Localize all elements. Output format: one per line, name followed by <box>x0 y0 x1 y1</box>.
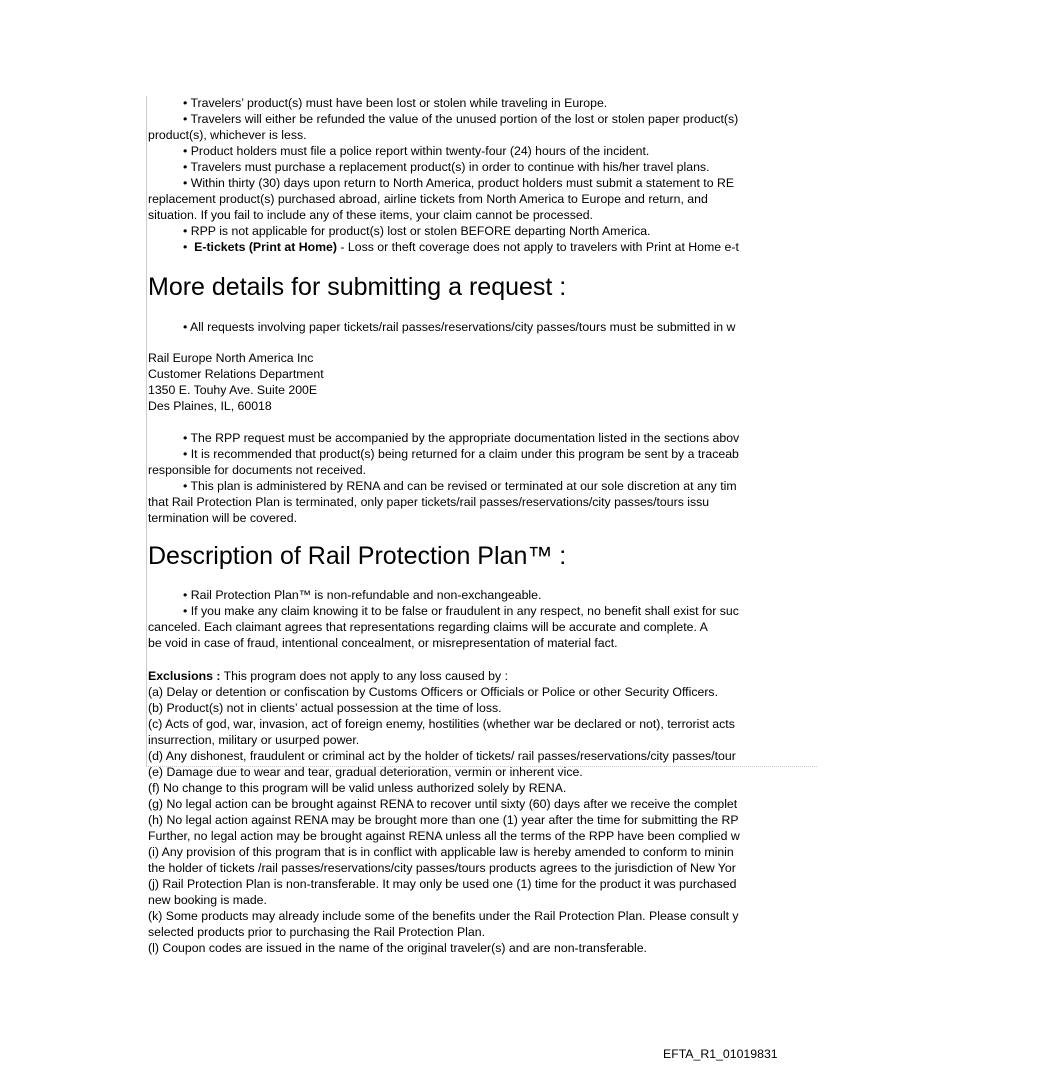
heading-more-details: More details for submitting a request : <box>148 273 567 301</box>
bullet-refund-cont: product(s), whichever is less. <box>148 128 307 142</box>
exclusion-line: (j) Rail Protection Plan is non-transferable. It may only be used one (1) time for the product it was purchased <box>148 877 737 891</box>
bullet-traceable: • It is recommended that product(s) being returned for a claim under this program be sent by a traceab <box>183 447 739 461</box>
bullet-lost-stolen: • Travelers’ product(s) must have been lost or stolen while traveling in Europe. <box>183 96 608 110</box>
address-company: Rail Europe North America Inc <box>148 351 314 365</box>
address-street: 1350 E. Touhy Ave. Suite 200E <box>148 383 318 397</box>
exclusion-line: (i) Any provision of this program that is in conflict with applicable law is hereby amended to conform to minin <box>148 845 734 859</box>
bullet-mark: • <box>183 240 188 254</box>
exclusion-line: selected products prior to purchasing the Rail Protection Plan. <box>148 925 485 939</box>
address-department: Customer Relations Department <box>148 367 324 381</box>
exclusion-line: (a) Delay or detention or confiscation by Customs Officers or Officials or Police or other Security Officers. <box>148 685 718 699</box>
bullet-documentation: • The RPP request must be accompanied by the appropriate documentation listed in the sections abov <box>183 431 740 445</box>
exclusion-line: (d) Any dishonest, fraudulent or criminal act by the holder of tickets/ rail passes/reservations/city passes/tour <box>148 749 736 763</box>
eticket-label: E-tickets (Print at Home) <box>194 240 337 254</box>
exclusions-intro <box>148 669 508 684</box>
exclusion-line: (c) Acts of god, war, invasion, act of foreign enemy, hostilities (whether war be declared or not), terrorist acts <box>148 717 735 731</box>
exclusion-line: (g) No legal action can be brought against RENA to recover until sixty (60) days after we receive the complet <box>148 797 738 811</box>
bullet-requests-writing: • All requests involving paper tickets/rail passes/reservations/city passes/tours must be submitted in w <box>183 320 736 334</box>
exclusion-line: (l) Coupon codes are issued in the name of the original traveler(s) and are non-transferable. <box>148 941 647 955</box>
exclusion-line: (k) Some products may already include some of the benefits under the Rail Protection Plan. Please consult y <box>148 909 739 923</box>
exclusion-line: (f) No change to this program will be valid unless authorized solely by RENA. <box>148 781 567 795</box>
exclusion-line: the holder of tickets /rail passes/reservations/city passes/tours products agrees to the jurisdiction of New Yor <box>148 861 736 875</box>
exclusion-line: insurrection, military or usurped power. <box>148 733 360 747</box>
bullet-traceable-cont: responsible for documents not received. <box>148 463 367 477</box>
bullet-non-refundable: • Rail Protection Plan™ is non-refundable and non-exchangeable. <box>183 588 542 602</box>
exclusion-line: Further, no legal action may be brought against RENA unless all the terms of the RPP have been complied w <box>148 829 740 843</box>
bullet-rpp-not-applicable: • RPP is not applicable for product(s) lost or stolen BEFORE departing North America. <box>183 224 651 238</box>
eticket-text: - Loss or theft coverage does not apply to travelers with Print at Home e-t <box>336 240 739 254</box>
bullet-refund: • Travelers will either be refunded the value of the unused portion of the lost or stolen paper product(s) <box>183 112 739 126</box>
bullet-administered-cont2: termination will be covered. <box>148 511 297 525</box>
bullet-eticket <box>183 240 739 255</box>
exclusion-line: (h) No legal action against RENA may be brought more than one (1) year after the time for submitting the RP <box>148 813 739 827</box>
bullet-fraud: • If you make any claim knowing it to be false or fraudulent in any respect, no benefit shall exist for suc <box>183 604 739 618</box>
bullet-statement-cont: replacement product(s) purchased abroad, airline tickets from North America to Europe and return, and <box>148 192 708 206</box>
document-id-footer: EFTA_R1_01019831 <box>663 1047 778 1061</box>
bullet-administered-cont: that Rail Protection Plan is terminated, only paper tickets/rail passes/reservations/city passes/tours issu <box>148 495 710 509</box>
document-body <box>146 96 817 955</box>
exclusion-line: new booking is made. <box>148 893 267 907</box>
exclusions-label: Exclusions : <box>148 669 221 683</box>
bullet-fraud-cont: canceled. Each claimant agrees that representations regarding claims will be accurate and complete. A <box>148 620 708 634</box>
bullet-administered: • This plan is administered by RENA and can be revised or terminated at our sole discretion at any tim <box>183 479 737 493</box>
exclusion-line: (b) Product(s) not in clients’ actual possession at the time of loss. <box>148 701 502 715</box>
heading-description: Description of Rail Protection Plan™ : <box>148 542 567 570</box>
exclusions-intro-text: This program does not apply to any loss caused by : <box>220 669 508 683</box>
bullet-statement: • Within thirty (30) days upon return to North America, product holders must submit a statement to RE <box>183 176 735 190</box>
address-city: Des Plaines, IL, 60018 <box>148 399 272 413</box>
exclusion-line: (e) Damage due to wear and tear, gradual deterioration, vermin or inherent vice. <box>148 765 583 779</box>
bullet-statement-cont2: situation. If you fail to include any of these items, your claim cannot be processed. <box>148 208 593 222</box>
bullet-replacement: • Travelers must purchase a replacement product(s) in order to continue with his/her travel plans. <box>183 160 710 174</box>
bullet-fraud-cont2: be void in case of fraud, intentional concealment, or misrepresentation of material fact. <box>148 636 618 650</box>
bullet-police-report: • Product holders must file a police report within twenty-four (24) hours of the incident. <box>183 144 650 158</box>
